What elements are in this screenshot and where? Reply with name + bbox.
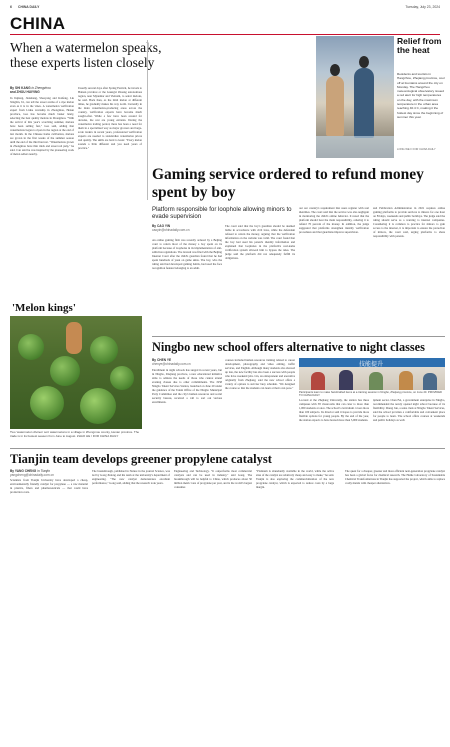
- gaming-byline-name: By CAO YIN: [152, 224, 171, 228]
- tianjin-column-2: The breakthrough, published in Nature in the journal Science, was led by Gong Jinlong and his team at the university's department of engineering. "The new catalyst demonstrates excellent performance," Gong said, adding that the research took years.: [92, 469, 170, 485]
- page-bottom-margin: [0, 506, 450, 747]
- ningbo-top-rule: [152, 336, 445, 337]
- melon-byline-name2: and ZHOU HUIYING: [10, 90, 40, 94]
- paper-name: CHINA DAILY: [18, 5, 40, 9]
- melon-byline: [10, 86, 74, 94]
- section-title: CHINA: [10, 14, 66, 33]
- ningbo-column-4: ipment sector. Chen Fei, a government enterprise in Ningbo, recommended the newly opened night school because of its flexibility. Zheng Jun, a sales clerk at Ningbo Talent Services, said the school provides a comfortable and convenient place for people to learn. The school offers courses at weekends and public holidays as well.: [373, 398, 445, 422]
- ningbo-column-3: Located at the Zhejiang University, the station has three campuses with 58 classrooms that can cater to more than 1,000 students at once. The school's curriculum covers more than 100 subjects. Its director said it hopes to provide more flexible options for young people. By the end of the year, the station expects to have hosted more than 5,000 students.: [299, 398, 369, 422]
- tianjin-top-rule: [10, 448, 445, 449]
- melon-byline-name: By SHI KANG: [10, 86, 31, 90]
- tianjin-column-4: "Platinum is abundantly available in the world, while the active sites of the catalyst are relatively cheap and easy to make," he said. Tianjin is also exploring the commercialization of the new propylene catalyst, which is expected to reduce costs by a large margin.: [256, 469, 334, 489]
- sidebar-title: Relief from the heat: [397, 36, 442, 55]
- melon-headline: When a watermelon speaks, these experts listen closely: [10, 40, 162, 70]
- gaming-byline-email: caoyin@chinadaily.com.cn: [152, 228, 190, 232]
- tianjin-byline-email: yangcheng@chinadaily.com.cn: [10, 473, 54, 477]
- melon-kings-caption: Two 'watermelon divines' sort watermelons in a village in Zhongmou county, Henan province. The trade is in its busiest season from June to August. ZHAO HE / FOR CHINA DAILY: [10, 430, 140, 438]
- melon-kings-label: 'Melon kings': [12, 302, 76, 314]
- ningbo-photo-sign: 技能提升: [359, 361, 384, 368]
- column-divider: [147, 40, 148, 200]
- fountain-photo: [316, 36, 394, 158]
- tianjin-byline: [10, 469, 88, 477]
- page-number: 6: [10, 5, 12, 9]
- ningbo-photo-caption: Participants learn to make handcrafted items at a training session in Ningbo, Zhejiang province, on June 20. PROVIDED TO CHINA DAILY: [299, 391, 442, 398]
- ningbo-photo: [299, 358, 445, 390]
- melon-field-photo: [10, 316, 142, 429]
- ningbo-headline: Ningbo new school offers alternative to night classes: [152, 340, 425, 354]
- tianjin-column-5: The quest for a cheaper, greener and more efficient next-generation propylene catalyst has been a global focus for chemical research. The Haihe Laboratory of Sustainable Chemical Transformations in Tianjin has supported the project, which aims to replace costly metals with cheaper alternatives.: [345, 469, 445, 485]
- ningbo-column-2: courses included human resources training related to career development, photography and video editing, traffic services, and English. Although many students also showed up late, the new facility has also been a success with people who have weekend jobs. Lin, an entrepreneur and executive originally from Zhejiang, said the new school offers a variety of options to suit her busy schedule. "We designed the course so that the students can learn at their own pace.": [225, 358, 295, 390]
- ningbo-byline: [152, 358, 222, 366]
- sidebar-body: Residents and tourists in Hangzhou, Zhejiang province, cool off at fountains around the city on Monday. The Hangzhou meteorological observatory issued a red alert for high temperatures on the day, with the maximum temperature in the urban area reaching 40.4 C, making it the hottest day since the beginning of summer this year.: [397, 72, 445, 119]
- ningbo-byline-name: By CHEN YE: [152, 358, 172, 362]
- masthead: [10, 4, 440, 12]
- issue-date: Tuesday, July 23, 2024: [405, 5, 440, 9]
- gaming-headline: Gaming service ordered to refund money spent by boy: [152, 166, 424, 201]
- ningbo-column-1: Enrollment in night schools has surged in recent years, but in Ningbo, Zhejiang province, a new educational initiative aims to address the needs of those who cannot attend evening classes due to other commitments. The 1958 Ningbo Talent Services Station, launched on June 20 under the guidance of the Talent Office of the Ningbo Municipal Party Committee and the city's human resources and social security bureau, received a call to sort out various enrollments.: [152, 368, 222, 404]
- gaming-column-2: The court said that the boy's guardian should be deemed liable in accordance with civil laws, while the defendant refused to return the money, arguing that the verification information on the website was valid. The court found that the boy had used his parent's identity information and explained that loopholes in the platform's real-name verification system allowed him to bypass the rules. The judge said the platform did not adequately fulfill its obligations.: [225, 224, 295, 260]
- gaming-subhead: Platform responsible for loophole allowing minors to evade supervision: [152, 206, 292, 221]
- tianjin-column-3: Engineering and Technology. "It outperforms most commercial catalysts and can be used in industry," said Gong. The breakthrough will be helpful to China, which produces about 50 million metric tons of propylene per year, and is the world's largest consumer.: [174, 469, 252, 489]
- tianjin-headline: Tianjin team develops greener propylene catalyst: [10, 452, 272, 466]
- melon-column-1: In Jiujiang, Jianshang, Shaoyang and Kaifeng, Liu Xingbin, 61, can tell the sweet aroma of a ripe melon even as it is in the vines. A watermelon verification expert from Liuhe township in Zhongmou, Henan province, Gao has become much busier lately, selecting the best quality melons in Zhongmou. "With the arrival of this year's scorching summer, melons have been selling fast," Gao said, adding that watermelons began to ripen in the region at the end of last month. In the Chinese home cultivation, melons are grown in the first weeks of the summer season until the end of the third harvest. "Watermelons grown in Zhongmou have thin rinds and sweet red pulp," he said. Can said he was inspired by the pioneering work of melon sellers nearby.: [10, 96, 74, 156]
- gaming-column-1: An online gaming firm was recently ordered by a Beijing court to return most of the money a boy spent on its platform because of loopholes in its implementation of anti-addiction regulations. The lawsuit was filed with the Beijing Internet Court after the child's guardian found that he had spent hundreds of yuan on game skins. The boy, who the ruling said had developed gaming habits, had used the face recognition feature belonging to an adult.: [152, 238, 222, 270]
- gaming-column-4: and Publication Administration in 2021 requires online gaming platforms to provide services to minors for one hour on Fridays, weekends and public holidays. The judge said the ruling should serve as a warning to internet companies. Considering it is common to practice for minors to gain access to the internet, it is important to ensure the protection of minors, the court said, urging platforms to share responsibility with parents.: [373, 206, 445, 238]
- tianjin-byline-name: By YANG CHENG: [10, 469, 37, 473]
- melon-column-2: Usually several days after Spring Festival, he travels to Hainan province or the Guangxi Zhuang autonomous region, near Myanmar and Vietnam, to select melons, he said. Back then, as the third melon at different times, he gradually makes his way north. Currently in the main watermelon-producing areas across the country, verification experts have become much sought-after. While a few have been around for decades, the rest are young entrants. During the watermelon trading period, there has been a need for them in a specialized way as major growers and large-scale traders in recent years, professional verification experts are needed to standardize watermelon prices and quality. The skills are hard to learn: "Every melon sounds a little different and you need years of practice.": [78, 86, 142, 150]
- ningbo-byline-email: chenye@chinadaily.com.cn: [152, 362, 191, 366]
- gaming-byline: [152, 224, 222, 232]
- melon-byline-place: in Zhengzhou: [31, 86, 51, 90]
- tianjin-column-1: Scientists from Tianjin University have developed a cheap, environmentally friendly catalyst for propylene — a raw material in plastics, fibers and pharmaceuticals — that could have production costs.: [10, 478, 88, 494]
- sidebar-credit: LONG WEI / FOR CHINA DAILY: [397, 148, 436, 151]
- gaming-column-3: out our country's requirement that users register with real identities. The court said that the service was also negligent in monitoring the child's online behavior. It noted that the platform should bear the main responsibility, ordering it to refund 70 percent of the money. In addition, the judge suggested that platforms strengthen identity verification procedures and that guardians improve supervision.: [299, 206, 369, 234]
- tianjin-byline-place: in Tianjin: [37, 469, 50, 473]
